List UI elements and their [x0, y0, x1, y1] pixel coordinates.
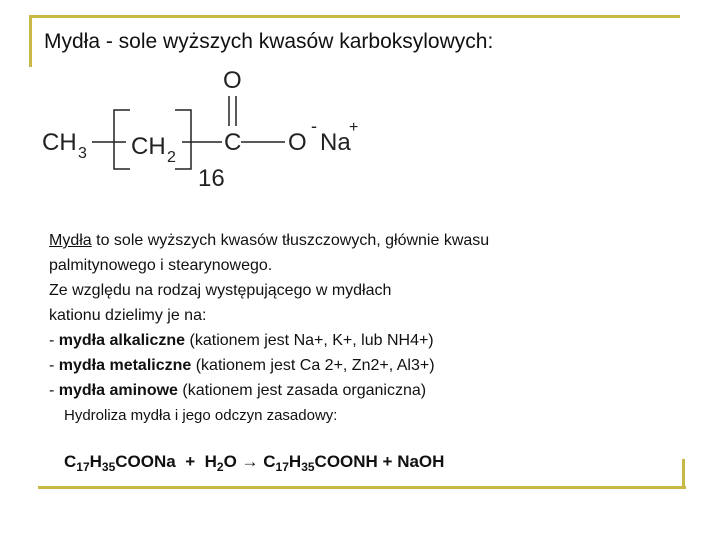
description-line: Mydła to sole wyższych kwasów tłuszczowych, głównie kwasu — [49, 232, 490, 249]
frame-left-line — [29, 15, 32, 67]
soap-type-item: - mydła alkaliczne (kationem jest Na+, K+, lub NH4+) — [49, 332, 434, 349]
frame-top-line — [30, 15, 680, 18]
frame-bottom-line — [38, 486, 686, 489]
formula-repeat-count: 16 — [198, 165, 225, 192]
soap-type-name: mydła metaliczne — [58, 357, 192, 374]
formula-ch2: CH — [131, 133, 166, 160]
soap-type-name: mydła aminowe — [58, 382, 178, 399]
formula-ch3-subscript: 3 — [78, 145, 87, 162]
equation-plus: + — [185, 452, 196, 471]
description-line: palmitynowego i stearynowego. — [49, 257, 273, 274]
description-line: kationu dzielimy je na: — [49, 307, 207, 324]
formula-oxygen-top: O — [223, 67, 242, 94]
formula-carbon: C — [224, 129, 242, 156]
frame-right-line — [682, 459, 685, 489]
reaction-arrow-icon: → — [241, 452, 259, 471]
formula-oxygen-right: O — [288, 129, 307, 156]
soap-type-item: - mydła metaliczne (kationem jest Ca 2+, Zn2+, Al3+) — [49, 357, 435, 374]
formula-ch3: CH — [42, 129, 77, 156]
soap-type-name: mydła alkaliczne — [58, 332, 186, 349]
formula-sodium: Na — [320, 129, 351, 156]
formula-ch2-subscript: 2 — [167, 149, 176, 166]
repeat-bracket-left — [114, 110, 130, 169]
description-keyword: Mydła — [49, 232, 92, 249]
soap-structural-formula — [36, 64, 396, 194]
hydrolysis-equation: $C_{17}H_{35}COONa + H_2O$ → $C_{17}H_{35}COONH$ + NaOH — [64, 452, 445, 474]
description-line: Ze względu na rodzaj występującego w mydłach — [49, 282, 392, 299]
formula-minus: - — [311, 116, 317, 136]
slide-title: Mydła - sole wyższych kwasów karboksylowych: — [44, 30, 494, 53]
hydrolysis-title: Hydroliza mydła i jego odczyn zasadowy: — [64, 407, 338, 424]
soap-description — [49, 228, 489, 403]
soap-type-item: - mydła aminowe (kationem jest zasada organiczna) — [49, 382, 427, 399]
repeat-bracket-right — [175, 110, 191, 169]
formula-plus: + — [349, 119, 359, 136]
